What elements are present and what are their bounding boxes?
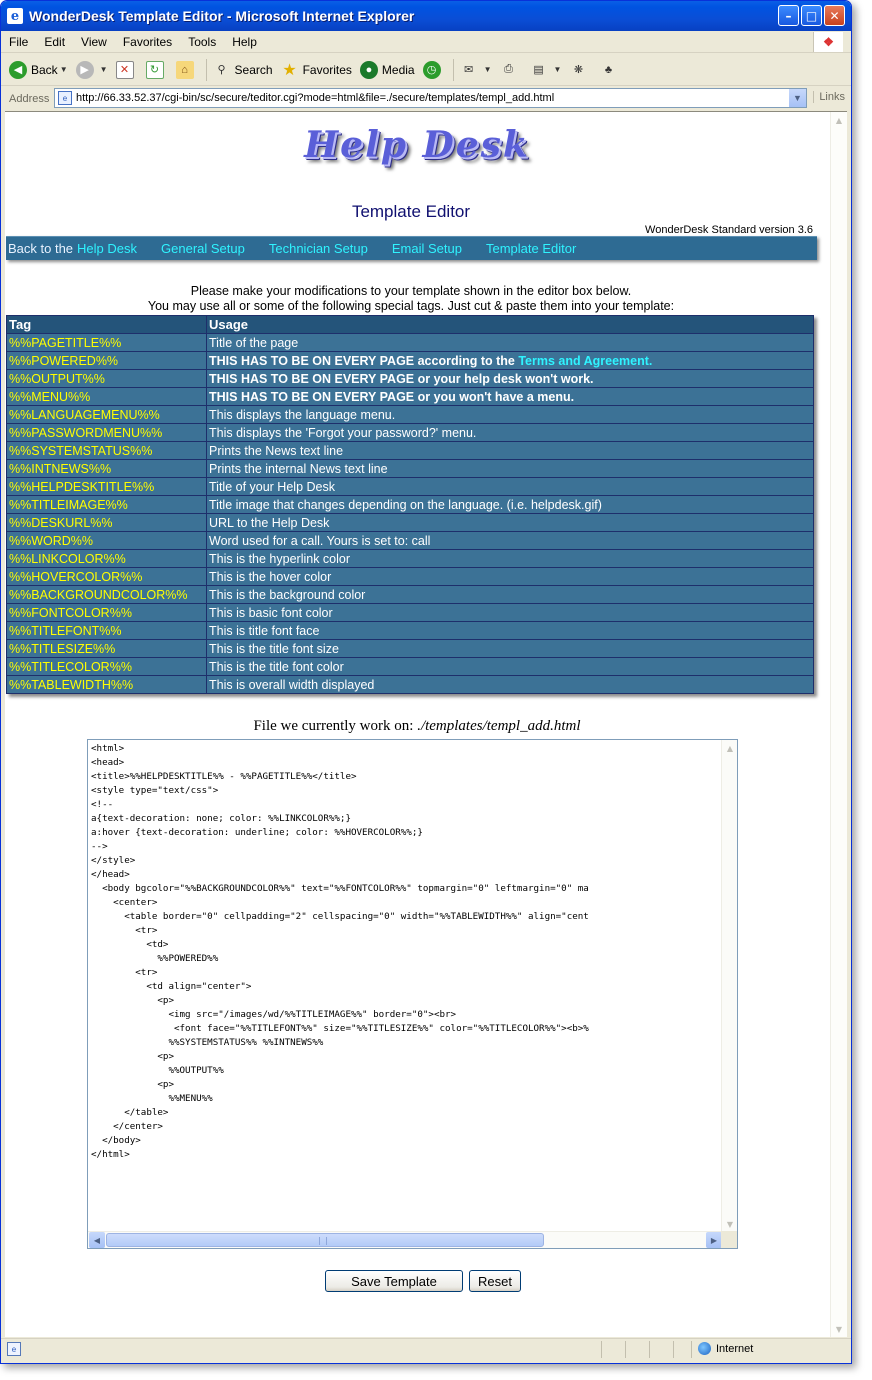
usage-text: THIS HAS TO BE ON EVERY PAGE or you won't have a menu. [209, 389, 575, 404]
windows-logo-icon: ❖ [813, 32, 843, 52]
print-icon: ⎙ [504, 63, 513, 75]
forward-arrow-icon: ▶ [76, 61, 94, 79]
status-divider [673, 1341, 674, 1358]
usage-text: This is the background color [209, 587, 366, 602]
usage-text: This is basic font color [209, 605, 333, 620]
nav-link-email-setup[interactable]: Email Setup [391, 241, 462, 256]
close-button[interactable]: ✕ [824, 5, 845, 26]
back-label: Back [31, 62, 58, 77]
tag-cell: %%MENU%% [7, 388, 207, 406]
usage-cell [207, 442, 814, 460]
file-path: ./templates/templ_add.html [417, 718, 581, 734]
tag-cell: %%TITLESIZE%% [7, 640, 207, 658]
discuss-icon: ❋ [573, 64, 584, 76]
usage-text: THIS HAS TO BE ON EVERY PAGE or your help desk won't work. [209, 371, 594, 386]
usage-cell [207, 406, 814, 424]
star-icon: ★ [282, 61, 297, 79]
table-row [7, 478, 814, 496]
menu-tools[interactable]: Tools [188, 34, 217, 49]
home-button[interactable] [176, 61, 198, 79]
usage-cell [207, 550, 814, 568]
menu-help[interactable]: Help [232, 34, 257, 49]
button-row [5, 1270, 829, 1292]
home-icon: ⌂ [176, 61, 194, 79]
usage-text: This displays the language menu. [209, 407, 396, 422]
usage-text: URL to the Help Desk [209, 515, 330, 530]
usage-text: THIS HAS TO BE ON EVERY PAGE according to the [209, 353, 515, 368]
save-template-button[interactable]: Save Template [325, 1270, 463, 1292]
history-icon: ◷ [423, 61, 441, 79]
messenger-icon: ♣ [604, 63, 613, 76]
usage-cell [207, 460, 814, 478]
usage-text: This is the title font size [209, 641, 339, 656]
menu-edit[interactable]: Edit [44, 34, 66, 49]
tag-cell: %%DESKURL%% [7, 514, 207, 532]
table-row [7, 424, 814, 442]
usage-cell [207, 424, 814, 442]
stop-icon: ✕ [116, 61, 134, 79]
terms-link[interactable]: Terms and Agreement. [518, 353, 653, 368]
tag-cell: %%TITLEIMAGE%% [7, 496, 207, 514]
tag-cell: %%WORD%% [7, 532, 207, 550]
address-bar [1, 87, 851, 110]
usage-cell [207, 370, 814, 388]
tag-cell: %%LINKCOLOR%% [7, 550, 207, 568]
status-divider [625, 1341, 626, 1358]
page-icon: e [58, 91, 72, 105]
page-vertical-scrollbar[interactable] [830, 112, 847, 1337]
tag-cell: %%INTNEWS%% [7, 460, 207, 478]
search-button[interactable] [213, 61, 273, 79]
table-row [7, 532, 814, 550]
template-editor-textarea[interactable] [87, 739, 738, 1249]
tag-cell: %%OUTPUT%% [7, 370, 207, 388]
tags-table [6, 315, 814, 694]
tag-cell: %%BACKGROUNDCOLOR%% [7, 586, 207, 604]
tag-cell: %%PAGETITLE%% [7, 334, 207, 352]
ie-icon: e [7, 8, 23, 24]
security-zone [698, 1342, 753, 1355]
mail-icon: ✉ [464, 64, 474, 76]
table-row [7, 352, 814, 370]
horizontal-scroll-thumb[interactable] [106, 1233, 544, 1247]
toolbar-separator [453, 59, 454, 81]
editor-horizontal-scrollbar[interactable] [88, 1231, 723, 1248]
table-row [7, 370, 814, 388]
scroll-down-icon[interactable]: ▼ [726, 1219, 734, 1229]
usage-text: This is the title font color [209, 659, 344, 674]
forward-dropdown-icon[interactable]: ▼ [99, 65, 108, 74]
forward-button[interactable] [76, 61, 108, 79]
menu-bar [1, 31, 851, 53]
logo-container [5, 124, 829, 166]
usage-text: Title of your Help Desk [209, 479, 335, 494]
table-row [7, 496, 814, 514]
scroll-left-icon[interactable]: ◀ [89, 1232, 105, 1248]
tag-cell: %%LANGUAGEMENU%% [7, 406, 207, 424]
usage-cell [207, 676, 814, 694]
current-file-line [5, 718, 829, 735]
address-input[interactable] [54, 88, 807, 108]
page-title: Template Editor [351, 202, 471, 221]
edit-dropdown-icon[interactable]: ▼ [553, 65, 562, 74]
maximize-button[interactable]: □ [801, 5, 822, 26]
usage-text: This is overall width displayed [209, 677, 375, 692]
usage-text: Prints the News text line [209, 443, 344, 458]
edit-button[interactable] [530, 61, 562, 79]
title-bar[interactable] [1, 1, 851, 31]
tag-cell: %%HOVERCOLOR%% [7, 568, 207, 586]
tag-cell: %%SYSTEMSTATUS%% [7, 442, 207, 460]
favorites-button[interactable] [281, 61, 352, 79]
usage-text: This is the hyperlink color [209, 551, 351, 566]
address-dropdown-icon[interactable]: ▼ [789, 89, 806, 107]
minimize-button[interactable]: – [778, 5, 799, 26]
usage-cell [207, 352, 814, 370]
page-viewport [5, 111, 847, 1337]
back-dropdown-icon[interactable]: ▼ [59, 65, 68, 74]
refresh-icon: ↻ [146, 61, 164, 79]
version-text: WonderDesk Standard version 3.6 [641, 224, 817, 236]
tag-cell: %%TITLEFONT%% [7, 622, 207, 640]
table-row [7, 388, 814, 406]
history-button[interactable] [423, 61, 445, 79]
table-row [7, 406, 814, 424]
messenger-button[interactable] [599, 61, 621, 79]
table-row [7, 586, 814, 604]
favorites-label: Favorites [302, 62, 352, 77]
url-text[interactable]: http://66.33.52.37/cgi-bin/sc/secure/teditor.cgi?mode=html&file=./secure/templates/templ_add.html [76, 92, 555, 104]
scroll-right-icon[interactable]: ▶ [706, 1232, 722, 1248]
table-row [7, 604, 814, 622]
usage-text: Title of the page [209, 335, 299, 350]
status-bar [1, 1338, 851, 1360]
usage-text: This is the hover color [209, 569, 332, 584]
instructions [5, 284, 817, 314]
media-button[interactable] [360, 61, 415, 79]
back-arrow-icon: ◀ [9, 61, 27, 79]
tag-cell: %%TABLEWIDTH%% [7, 676, 207, 694]
usage-cell [207, 532, 814, 550]
search-label: Search [234, 62, 273, 77]
mail-dropdown-icon[interactable]: ▼ [483, 65, 492, 74]
table-row [7, 460, 814, 478]
table-row [7, 658, 814, 676]
instructions-line-2: You may use all or some of the following special tags. Just cut & paste them into your template: [147, 299, 675, 313]
file-label: File we currently work on: [253, 718, 414, 734]
usage-cell [207, 622, 814, 640]
table-row [7, 334, 814, 352]
page-scroll-down-icon[interactable]: ▼ [835, 1324, 843, 1334]
toolbar-separator [206, 59, 207, 81]
nav-link-template-editor[interactable]: Template Editor [485, 241, 577, 256]
usage-text: This is title font face [209, 623, 320, 638]
zone-label: Internet [716, 1342, 754, 1355]
media-label: Media [381, 62, 415, 77]
tag-cell: %%FONTCOLOR%% [7, 604, 207, 622]
reset-button[interactable]: Reset [469, 1270, 521, 1292]
window-title: WonderDesk Template Editor - Microsoft Internet Explorer [29, 8, 415, 24]
nav-link-help-desk[interactable]: Help Desk [77, 241, 138, 256]
nav-lead-text: Back to the [8, 241, 74, 256]
table-row [7, 676, 814, 694]
scroll-corner [721, 1231, 737, 1248]
stop-button[interactable] [116, 61, 138, 79]
table-row [7, 550, 814, 568]
menu-favorites[interactable]: Favorites [122, 34, 173, 49]
editor-vertical-scrollbar[interactable] [721, 740, 737, 1232]
discuss-button[interactable] [569, 61, 591, 79]
usage-cell [207, 568, 814, 586]
status-divider [601, 1341, 602, 1358]
tag-cell: %%TITLECOLOR%% [7, 658, 207, 676]
editor-content[interactable]: <html> <head> <title>%%HELPDESKTITLE%% - %%PAGETITLE%%</title> <style type="text/css"> <!-- a{text-decoration: none; color: %%LINKCOLOR%%;} a:hover {text-decoration: underline; color: %%HOVERCOLOR%%;} --> </style> </head> <body bgcolor="%%BACKGROUNDCOLOR%%" text="%%FONTCOLOR%%" topmargin="0" leftmargin="0" ma <center> <table border="0" cellpadding="2" cellspacing="0" width="%%TABLEWIDTH%%" align="cent <tr> <td> %%POWERED%% <tr> <td align="center"> <p> <img src="/images/wd/%%TITLEIMAGE%%" border="0"><br> <font face="%%TITLEFONT%%" size="%%TITLESIZE%%" color="%%TITLECOLOR%%"><b>% %%SYSTEMSTATUS%% %%INTNEWS%% <p> %%OUTPUT%% <p> %%MENU%% </table> </center> </body> </html> [91, 743, 589, 1160]
back-button[interactable] [9, 61, 68, 79]
tag-cell: %%HELPDESKTITLE%% [7, 478, 207, 496]
usage-text: Prints the internal News text line [209, 461, 388, 476]
toolbar [1, 54, 851, 86]
tag-cell: %%PASSWORDMENU%% [7, 424, 207, 442]
usage-cell [207, 496, 814, 514]
address-label: Address [9, 92, 50, 105]
table-row [7, 568, 814, 586]
tag-cell: %%POWERED%% [7, 352, 207, 370]
table-header-row [7, 316, 814, 334]
usage-text: Title image that changes depending on the language. (i.e. helpdesk.gif) [209, 497, 602, 512]
links-button[interactable]: Links [813, 91, 845, 103]
usage-cell [207, 640, 814, 658]
menu-file[interactable]: File [9, 34, 29, 49]
usage-cell [207, 514, 814, 532]
table-row [7, 640, 814, 658]
help-desk-logo: Help Desk [304, 124, 530, 166]
usage-cell [207, 388, 814, 406]
mail-button[interactable] [460, 61, 492, 79]
table-row [7, 514, 814, 532]
usage-text: This displays the 'Forgot your password?' menu. [209, 425, 477, 440]
search-icon: ⚲ [217, 64, 226, 76]
tag-column-header: Tag [7, 316, 207, 334]
nav-bar [6, 236, 817, 260]
scroll-up-icon[interactable]: ▲ [726, 743, 734, 753]
table-row [7, 442, 814, 460]
status-page-icon: e [7, 1342, 21, 1356]
page-scroll-up-icon[interactable]: ▲ [835, 115, 843, 125]
usage-cell [207, 658, 814, 676]
edit-page-icon: ▤ [533, 64, 544, 76]
menu-view[interactable]: View [81, 34, 107, 49]
media-icon: ● [360, 61, 378, 79]
nav-link-technician-setup[interactable]: Technician Setup [268, 241, 368, 256]
status-divider [649, 1341, 650, 1358]
globe-icon [698, 1342, 711, 1355]
usage-cell [207, 586, 814, 604]
usage-cell [207, 334, 814, 352]
instructions-line-1: Please make your modifications to your template shown in the editor box below. [190, 284, 632, 298]
usage-cell [207, 604, 814, 622]
table-row [7, 622, 814, 640]
print-button[interactable] [500, 61, 522, 79]
status-divider [691, 1341, 692, 1358]
usage-text: Word used for a call. Yours is set to: call [209, 533, 431, 548]
refresh-button[interactable] [146, 61, 168, 79]
usage-cell [207, 478, 814, 496]
usage-column-header: Usage [207, 316, 814, 334]
nav-link-general-setup[interactable]: General Setup [161, 241, 245, 256]
